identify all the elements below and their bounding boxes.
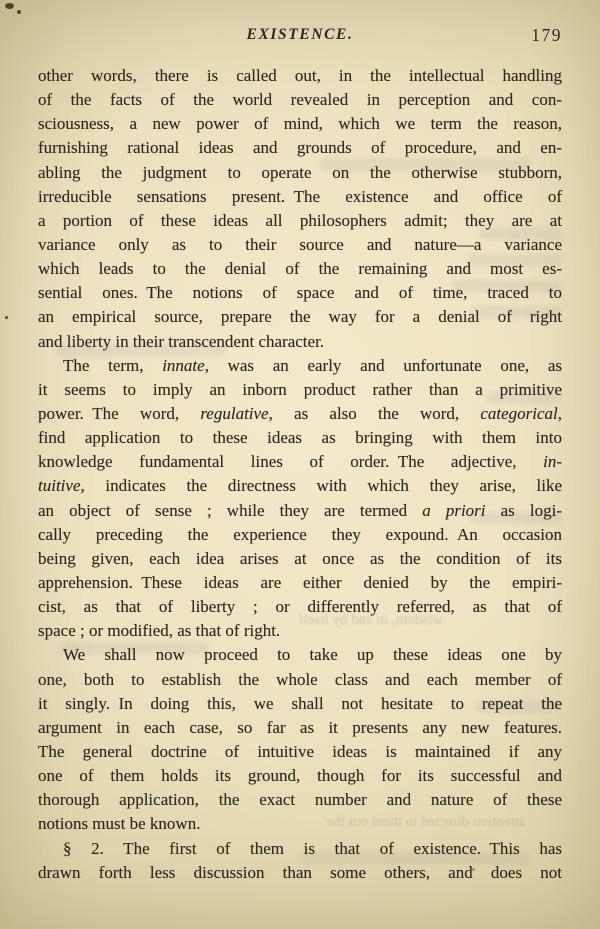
- text-segment: which leads to the denial of the remaining and most es-: [38, 259, 562, 279]
- text-line: [38, 161, 562, 185]
- text-segment: sciousness, a new power of mind, which we term the reason,: [38, 114, 562, 134]
- page-number: 179: [531, 25, 562, 45]
- text-segment: notions must be known.: [38, 814, 201, 834]
- text-segment: it seems to imply an inborn product rather than a primitive: [38, 379, 562, 399]
- text-line: [38, 88, 562, 112]
- ink-speck: [17, 10, 21, 14]
- paragraph: [38, 643, 562, 836]
- page-body: [38, 64, 562, 885]
- text-line: [38, 619, 562, 643]
- text-segment: argument in each case, so far as it presents any new features.: [38, 717, 562, 737]
- bleedthrough-text: attention directed to them out the: [326, 814, 526, 830]
- text-segment: being given, each idea arises at once as the condition of its: [38, 548, 562, 568]
- text-line: [38, 330, 562, 354]
- text-line: [38, 595, 562, 619]
- text-segment: power. The word,: [38, 403, 201, 423]
- text-segment: § 2. The first of them is that of existence. This has: [63, 838, 562, 858]
- italic-text: regulative: [200, 403, 269, 423]
- paragraph: [38, 64, 562, 354]
- text-segment: , was an early and unfortunate one, as: [204, 355, 562, 375]
- text-line: [38, 643, 562, 667]
- text-line: [38, 523, 562, 547]
- text-line: [38, 668, 562, 692]
- text-segment: drawn forth less discussion than some others, and does not: [38, 862, 562, 882]
- bleedthrough-text: wisdom, in and by itself: [298, 612, 444, 628]
- text-segment: abling the judgment to operate on the otherwise stubborn,: [38, 162, 562, 182]
- italic-text: in-: [543, 452, 562, 472]
- text-segment: as logi-: [485, 500, 562, 520]
- text-segment: irreducible sensations present. The existence and office of: [38, 186, 562, 206]
- text-segment: a portion of these ideas all philosophers admit; they are at: [38, 210, 562, 230]
- text-line: [38, 571, 562, 595]
- text-line: [38, 257, 562, 281]
- text-line: [38, 474, 562, 498]
- italic-text: categorical: [480, 403, 558, 423]
- text-line: [38, 402, 562, 426]
- ink-speck: [5, 3, 14, 9]
- text-line: [38, 716, 562, 740]
- text-line: [38, 837, 562, 861]
- text-line: [38, 812, 562, 836]
- text-segment: We shall now proceed to take up these ideas one by: [63, 645, 562, 665]
- running-title: EXISTENCE.: [246, 26, 354, 43]
- text-segment: an object of sense ; while they are termed: [38, 500, 423, 520]
- text-segment: thorough application, the exact number and nature of these: [38, 790, 562, 810]
- text-segment: , indicates the directness with which they arise, like: [80, 476, 562, 496]
- text-line: [38, 861, 562, 885]
- text-line: [38, 185, 562, 209]
- text-segment: knowledge fundamental lines of order. The adjective,: [38, 452, 544, 472]
- ink-speck: [5, 316, 8, 319]
- italic-text: innate: [162, 355, 205, 375]
- text-line: [38, 209, 562, 233]
- text-segment: variance only as to their source and nature—a variance: [38, 234, 562, 254]
- text-line: [38, 547, 562, 571]
- text-segment: cist, as that of liberty ; or differently referred, as that of: [38, 597, 562, 617]
- text-line: [38, 354, 562, 378]
- running-head: [38, 26, 562, 48]
- text-line: [38, 233, 562, 257]
- text-segment: other words, there is called out, in the intellectual handling: [38, 66, 562, 85]
- text-line: [38, 692, 562, 716]
- text-line: [38, 281, 562, 305]
- text-segment: one of them holds its ground, though for its successful and: [38, 766, 562, 786]
- text-segment: The general doctrine of intuitive ideas is maintained if any: [38, 741, 562, 761]
- text-segment: The term,: [63, 355, 163, 375]
- text-segment: an empirical source, prepare the way for a denial of right: [38, 307, 562, 327]
- text-line: [38, 64, 562, 88]
- paragraph: [38, 354, 562, 644]
- text-line: [38, 764, 562, 788]
- text-segment: space ; or modified, as that of right.: [38, 621, 281, 641]
- paragraph: [38, 837, 562, 885]
- text-segment: find application to these ideas as bringing with them into: [38, 428, 562, 448]
- italic-text: a priori: [422, 500, 486, 520]
- text-segment: cally preceding the experience they expound. An occasion: [38, 524, 562, 544]
- text-line: [38, 305, 562, 329]
- text-line: [38, 136, 562, 160]
- text-segment: furnishing rational ideas and grounds of procedure, and en-: [38, 138, 562, 158]
- text-segment: it singly. In doing this, we shall not hesitate to repeat the: [38, 693, 562, 713]
- text-segment: ,: [557, 403, 562, 423]
- text-line: [38, 740, 562, 764]
- text-segment: of the facts of the world revealed in perception and con-: [38, 90, 562, 110]
- text-line: [38, 426, 562, 450]
- text-segment: , as also the word,: [268, 403, 481, 423]
- text-segment: one, both to establish the whole class and each member of: [38, 669, 562, 689]
- text-line: [38, 450, 562, 474]
- text-segment: apprehension. These ideas are either denied by the empiri-: [38, 572, 562, 592]
- text-line: [38, 788, 562, 812]
- text-segment: and liberty in their transcendent character.: [38, 331, 325, 351]
- text-line: [38, 378, 562, 402]
- text-segment: sential ones. The notions of space and of time, traced to: [38, 283, 562, 303]
- text-line: [38, 499, 562, 523]
- italic-text: tuitive: [38, 476, 81, 496]
- text-line: [38, 112, 562, 136]
